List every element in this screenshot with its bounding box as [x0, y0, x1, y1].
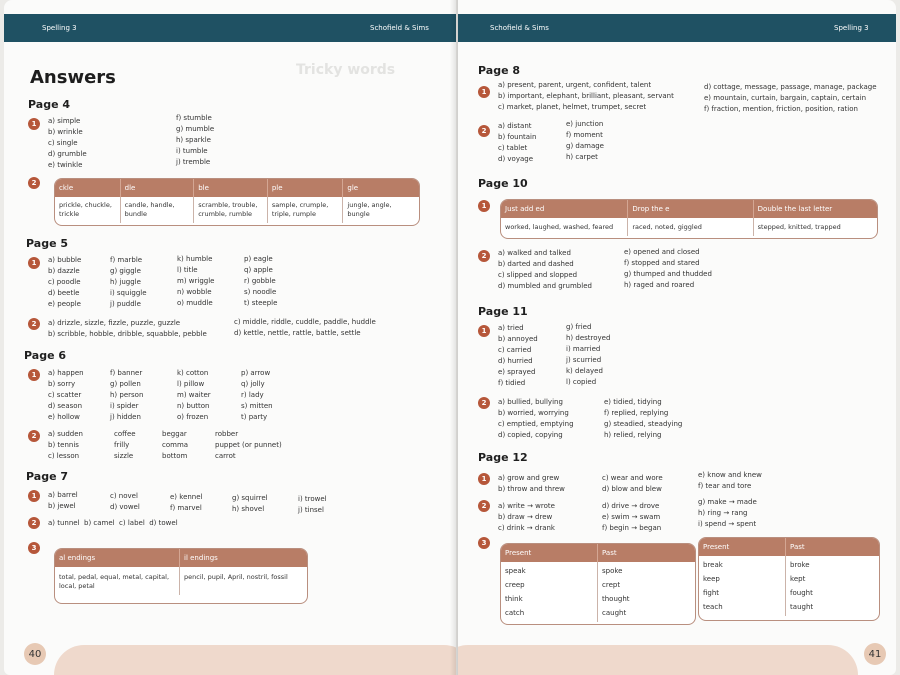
q2-number: 2: [478, 397, 490, 409]
table-header: Drop the e: [628, 200, 753, 218]
page11-q2-col1: a) bullied, bullying b) worried, worrying c) emptied, emptying d) copied, copying: [498, 398, 574, 439]
page6-q1-col1: a) happen b) sorry c) scatter d) season e) hollow: [48, 369, 84, 421]
table-cell: pencil, pupil, April, nostril, fossil: [184, 573, 288, 581]
right-header-band: [458, 14, 896, 42]
page5-q2-col2: c) middle, riddle, cuddle, paddle, huddle d) kettle, nettle, rattle, battle, settle: [234, 318, 376, 337]
page10-q2-col1: a) walked and talked b) darted and dashed c) slipped and slopped d) mumbled and grumbled: [498, 249, 592, 290]
table-header: al endings: [55, 549, 180, 567]
q1-number: 1: [478, 325, 490, 337]
page4-heading: Page 4: [28, 98, 71, 111]
table-cell: crept: [602, 581, 621, 589]
table-header: ble: [194, 179, 268, 197]
table-header: il endings: [184, 554, 218, 562]
page8-q1-col2: d) cottage, message, passage, manage, package e) mountain, curtain, bargain, captain, certain f) fraction, mention, friction, position, ration: [704, 83, 877, 113]
table-cell: kept: [790, 575, 806, 583]
table-cell: fought: [790, 589, 813, 597]
page6-q2-col1: a) sudden b) tennis c) lesson: [48, 430, 83, 460]
page7-q1-col5: i) trowel j) tinsel: [298, 495, 327, 514]
page12-q1-col3: e) know and knew f) tear and tore: [698, 471, 762, 490]
q3-number: 3: [28, 542, 40, 554]
q1-number: 1: [478, 86, 490, 98]
table-cell: scramble, trouble, crumble, rumble: [194, 197, 268, 223]
left-footer-band: [54, 645, 456, 675]
table-header: dle: [121, 179, 195, 197]
table-header: ple: [268, 179, 344, 197]
table-cell: taught: [790, 603, 814, 611]
table-cell: spoke: [602, 567, 623, 575]
page10-heading: Page 10: [478, 177, 528, 190]
right-footer-band: [458, 645, 858, 675]
table-header: gle: [347, 184, 359, 192]
page6-q2-col3: beggar comma bottom: [162, 430, 189, 460]
table-cell: break: [703, 561, 723, 569]
page12-heading: Page 12: [478, 451, 528, 464]
table-cell: raced, noted, giggled: [628, 218, 753, 236]
table-cell: prickle, chuckle, trickle: [55, 197, 121, 223]
q2-number: 2: [478, 125, 490, 137]
page6-q2-col4: robber puppet (or punnet) carrot: [215, 430, 282, 460]
page11-heading: Page 11: [478, 305, 528, 318]
q2-number: 2: [478, 500, 490, 512]
page8-q2-col1: a) distant b) fountain c) tablet d) voyage: [498, 122, 537, 163]
table-cell: speak: [505, 567, 526, 575]
page7-q1-col4: g) squirrel h) shovel: [232, 494, 268, 513]
page7-heading: Page 7: [26, 470, 69, 483]
q1-number: 1: [28, 490, 40, 502]
table-cell: stepped, knitted, trapped: [757, 223, 841, 231]
page8-q2-col2: e) junction f) moment g) damage h) carpet: [566, 120, 604, 161]
table-header: Present: [699, 538, 786, 556]
page11-q2-col2: e) tidied, tidying f) replied, replying g) steadied, steadying h) relied, relying: [604, 398, 683, 439]
past-column: [598, 562, 695, 622]
left-header-band: [4, 14, 456, 42]
q1-number: 1: [478, 473, 490, 485]
page7-q2: a) tunnel b) camel c) label d) towel: [48, 519, 178, 527]
table-cell: sample, crumple, triple, rumple: [268, 197, 344, 223]
table-cell: worked, laughed, washed, feared: [501, 218, 628, 236]
page6-q2-col2: coffee frilly sizzle: [114, 430, 136, 460]
page8-heading: Page 8: [478, 64, 521, 77]
table-header: Double the last letter: [757, 205, 833, 213]
right-header-publisher: Schofield & Sims: [490, 24, 549, 32]
table-cell: teach: [703, 603, 723, 611]
page7-table: [54, 548, 308, 604]
table-header: ckle: [55, 179, 121, 197]
page8-q1-col1: a) present, parent, urgent, confident, talent b) important, elephant, brilliant, pleasant, servant c) market, planet, helmet, trumpet, secret: [498, 81, 674, 111]
table-cell: catch: [505, 609, 525, 617]
table-cell: caught: [602, 609, 627, 617]
q2-number: 2: [28, 177, 40, 189]
table-cell: candle, handle, bundle: [121, 197, 195, 223]
ghost-heading: Tricky words: [296, 62, 396, 78]
page12-table-right: [698, 537, 880, 621]
left-header-series: Spelling 3: [42, 24, 77, 32]
table-cell: broke: [790, 561, 810, 569]
right-page: [458, 0, 896, 675]
page11-q1-col1: a) tried b) annoyed c) carried d) hurried e) sprayed f) tidied: [498, 324, 538, 387]
page10-q2-col2: e) opened and closed f) stopped and stared g) thumped and thudded h) raged and roared: [624, 248, 712, 289]
page6-q1-col3: k) cotton l) pillow m) waiter n) button o) frozen: [177, 369, 211, 421]
q1-number: 1: [28, 118, 40, 130]
table-cell: fight: [703, 589, 720, 597]
page4-table: [54, 178, 420, 226]
page5-q1-col4: p) eagle q) apple r) gobble s) noodle t) steeple: [244, 255, 278, 307]
table-cell: think: [505, 595, 523, 603]
page12-q2-col1: a) write → wrote b) draw → drew c) drink → drank: [498, 502, 555, 532]
q2-number: 2: [28, 318, 40, 330]
page5-heading: Page 5: [26, 237, 69, 250]
answers-title: Answers: [30, 67, 116, 88]
table-cell: creep: [505, 581, 525, 589]
q1-number: 1: [28, 257, 40, 269]
present-column: [699, 556, 786, 616]
page6-heading: Page 6: [24, 349, 67, 362]
page4-q1-col2: f) stumble g) mumble h) sparkle i) tumble j) tremble: [176, 114, 215, 166]
left-page: [4, 0, 456, 675]
present-column: [501, 562, 598, 622]
page12-q2-col3: g) make → made h) ring → rang i) spend → spent: [698, 498, 757, 528]
page7-q1-col3: e) kennel f) marvel: [170, 493, 203, 512]
left-header-publisher: Schofield & Sims: [370, 24, 429, 32]
q2-number: 2: [28, 430, 40, 442]
table-header: Past: [790, 543, 805, 551]
page6-q1-col2: f) banner g) pollen h) person i) spider j) hidden: [110, 369, 144, 421]
page5-q1-col3: k) humble l) title m) wriggle n) wobble o) muddle: [177, 255, 215, 307]
page5-q1-col1: a) bubble b) dazzle c) poodle d) beetle e) people: [48, 256, 82, 308]
q1-number: 1: [478, 200, 490, 212]
page12-q2-col2: d) drive → drove e) swim → swam f) begin → began: [602, 502, 662, 532]
right-header-series: Spelling 3: [834, 24, 869, 32]
table-header: Past: [602, 549, 617, 557]
page12-table-left: [500, 543, 696, 625]
page-number-41: 41: [864, 643, 886, 665]
page4-q1-col1: a) simple b) wrinkle c) single d) grumble e) twinkle: [48, 117, 87, 169]
page5-q1-col2: f) marble g) giggle h) juggle i) squiggle j) puddle: [110, 256, 147, 308]
table-header: Just add ed: [501, 200, 628, 218]
page6-q1-col4: p) arrow q) jolly r) lady s) mitten t) party: [241, 369, 273, 421]
q3-number: 3: [478, 537, 490, 549]
table-cell: total, pedal, equal, metal, capital, local, petal: [55, 567, 180, 595]
page7-q1-col2: c) novel d) vowel: [110, 492, 140, 511]
page7-q1-col1: a) barrel b) jewel: [48, 491, 78, 510]
table-cell: keep: [703, 575, 720, 583]
page-number-40: 40: [24, 643, 46, 665]
past-column: [786, 556, 879, 616]
page5-q2-col1: a) drizzle, sizzle, fizzle, puzzle, guzzle b) scribble, hobble, dribble, squabble, pebble: [48, 319, 207, 338]
q1-number: 1: [28, 369, 40, 381]
page12-q1-col1: a) grow and grew b) throw and threw: [498, 474, 565, 493]
q2-number: 2: [28, 517, 40, 529]
q2-number: 2: [478, 250, 490, 262]
page12-q1-col2: c) wear and wore d) blow and blew: [602, 474, 663, 493]
table-cell: thought: [602, 595, 630, 603]
page11-q1-col2: g) fried h) destroyed i) married j) scurried k) delayed l) copied: [566, 323, 611, 386]
table-header: Present: [501, 544, 598, 562]
page10-table: [500, 199, 878, 239]
table-cell: jungle, angle, bungle: [347, 201, 392, 218]
